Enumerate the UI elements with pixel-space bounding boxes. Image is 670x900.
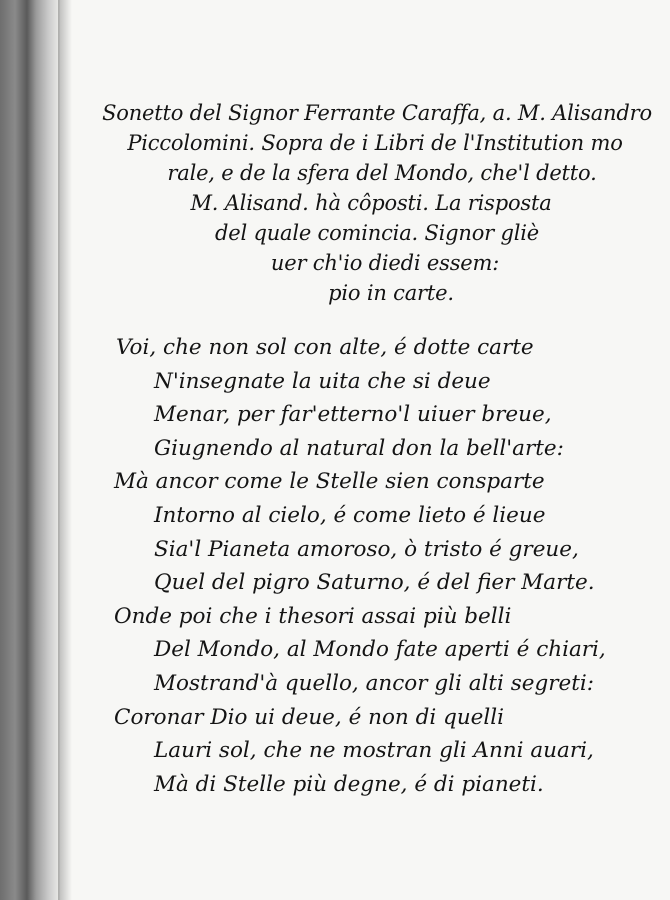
book-page [72, 0, 670, 900]
poem-line: Del Mondo, al Mondo fate aperti é chiari, [154, 637, 606, 663]
heading-line: pio in carte. [328, 281, 454, 305]
heading-line: del quale comincia. Signor gliè [214, 221, 539, 245]
poem-line: Onde poi che i thesori assai più belli [114, 603, 512, 629]
poem-line: Quel del pigro Saturno, é del fier Marte. [154, 570, 595, 596]
heading-line: Piccolomini. Sopra de i Libri de l'Institution mo [127, 131, 623, 155]
poem-line: Giugnendo al natural don la bell'arte: [154, 435, 564, 461]
poem-line: Sia'l Pianeta amoroso, ò tristo é greue, [154, 536, 579, 562]
sonnet-text [72, 331, 670, 801]
poem-line: Lauri sol, che ne mostran gli Anni auari, [154, 738, 594, 764]
poem-line: Voi, che non sol con alte, é dotte carte [116, 335, 534, 360]
heading-line: Sonetto del Signor Ferrante Caraffa, a. M. Alisandro [102, 101, 652, 125]
poem-line: Coronar Dio ui deue, é non di quelli [114, 704, 505, 730]
poem-line: Mà di Stelle più degne, é di pianeti. [154, 771, 544, 797]
book-spine-shadow [0, 0, 60, 900]
poem-line: Mostrand'à quello, ancor gli alti segreti: [154, 670, 595, 696]
poem-line: N'insegnate la uita che si deue [154, 368, 491, 394]
poem-line: Mà ancor come le Stelle sien consparte [114, 469, 545, 495]
sonnet-heading [72, 98, 670, 308]
heading-line: rale, e de la sfera del Mondo, che'l detto. [167, 161, 597, 185]
poem-line: Menar, per far'etterno'l uiuer breue, [154, 402, 552, 428]
heading-line: M. Alisand. hà côposti. La risposta [190, 191, 552, 215]
poem-line: Intorno al cielo, é come lieto é lieue [154, 502, 546, 528]
heading-line: uer ch'io diedi essem: [270, 251, 500, 275]
